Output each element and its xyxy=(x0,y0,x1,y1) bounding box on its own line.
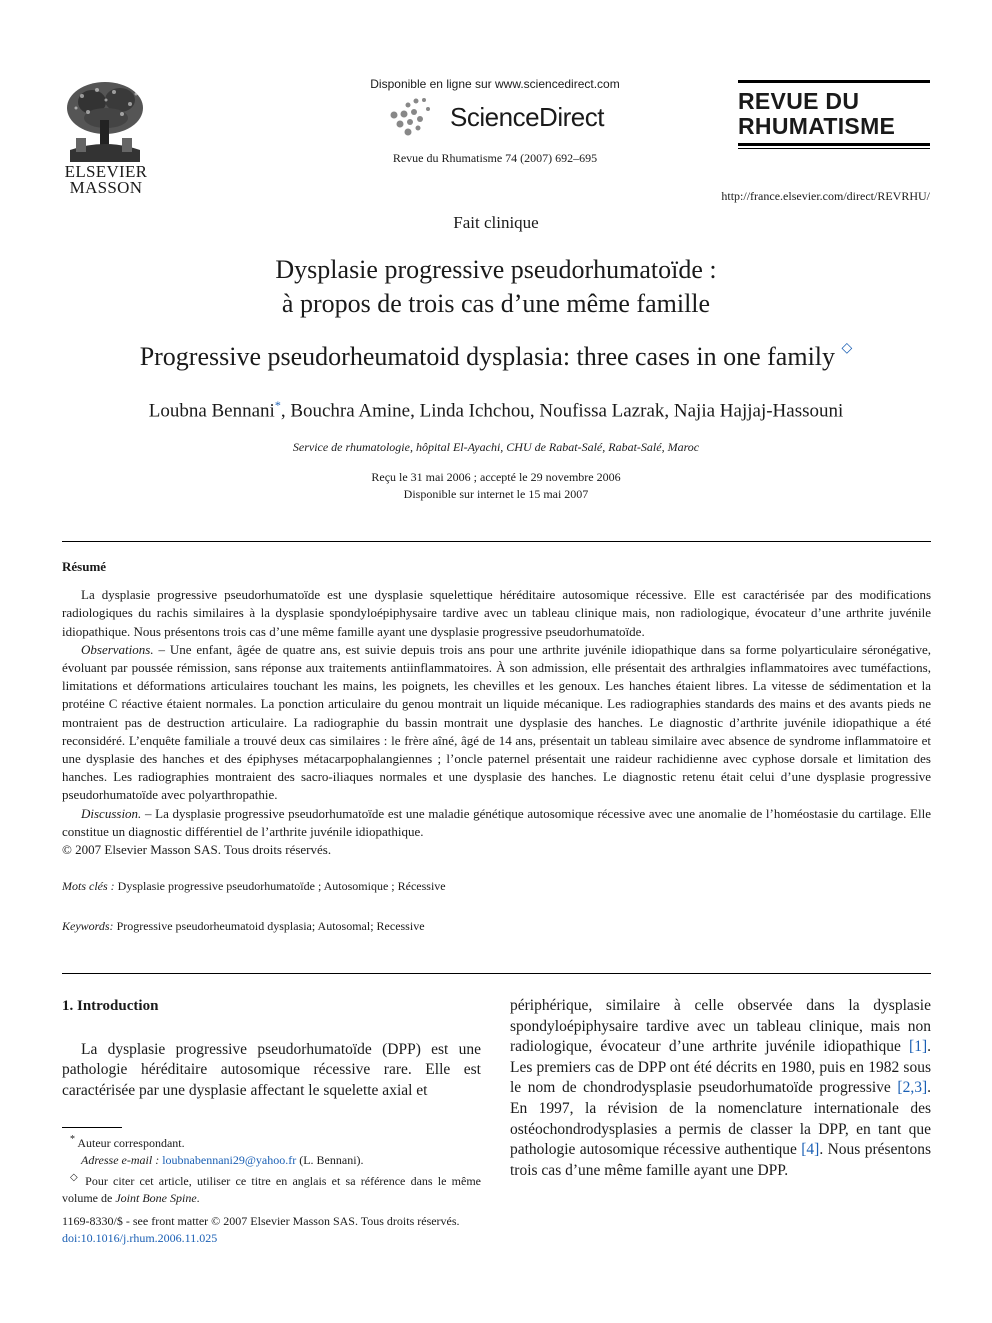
footnote-rule xyxy=(62,1127,122,1128)
email-label: Adresse e-mail : xyxy=(81,1153,160,1167)
abstract-observations xyxy=(62,641,931,805)
footnote-text: Auteur correspondant. xyxy=(75,1136,185,1150)
footnote-citation xyxy=(62,1169,481,1207)
reference-link[interactable]: [4] xyxy=(801,1141,820,1159)
corresponding-author-mark[interactable]: * xyxy=(274,398,281,412)
footnote-mark: * xyxy=(70,1134,75,1145)
footnote-corresponding xyxy=(62,1131,481,1152)
section-heading: 1. Introduction xyxy=(62,998,159,1014)
abstract xyxy=(62,558,931,936)
joint-bone-spine: Joint Bone Spine xyxy=(115,1191,197,1205)
elsevier-tree-icon xyxy=(62,78,148,162)
sciencedirect-name: ScienceDirect xyxy=(450,101,604,132)
title-english xyxy=(0,342,992,372)
issn-line: 1169-8330/$ - see front matter © 2007 Elsevier Masson SAS. Tous droits réservés. xyxy=(62,1214,460,1228)
author-others: , Bouchra Amine, Linda Ichchou, Noufissa Lazrak, Najia Hajjaj-Hassouni xyxy=(280,400,844,422)
title-french xyxy=(0,253,992,321)
logo-line-masson: MASSON xyxy=(69,178,143,197)
abstract-heading: Résumé xyxy=(62,559,107,574)
author-first: Loubna Bennani xyxy=(148,400,275,422)
discussion-text: – La dysplasie progressive pseudorhumatoïde est une maladie génétique autosomique récessive avec une anomalie de l’homéostasie du cartilage. Elle constitue un diagnostic différentiel de l’arthrite juvénile idiopathique. xyxy=(62,805,931,839)
copyright: © 2007 Elsevier Masson SAS. Tous droits réservés. xyxy=(62,842,332,858)
observations-label: Observations. xyxy=(81,641,154,657)
mots-cles xyxy=(62,877,931,895)
keywords-list: Progressive pseudorheumatoid dysplasia; Autosomal; Recessive xyxy=(113,919,425,934)
footnote-end: . xyxy=(196,1191,200,1205)
affiliation: Service de rhumatologie, hôpital El-Ayachi, CHU de Rabat-Salé, Rabat-Salé, Maroc xyxy=(292,440,700,454)
available-online-link[interactable]: Disponible en ligne sur www.sciencedirect.com xyxy=(370,77,620,91)
keywords xyxy=(62,917,931,935)
title-english-text: Progressive pseudorheumatoid dysplasia: three cases in one family xyxy=(139,342,836,371)
email-link[interactable]: loubnabennani29@yahoo.fr xyxy=(162,1153,297,1167)
abstract-discussion xyxy=(62,805,931,841)
sciencedirect-block xyxy=(330,77,660,166)
journal-title-line1: REVUE DU xyxy=(738,88,860,114)
text-segment: . Les premiers cas de DPP ont été décrits en 1980, puis en 1982 sous le nom de chondrodysplasie pseudorhumatoïde progressive xyxy=(510,1038,931,1097)
article-dates xyxy=(0,469,992,503)
divider-top xyxy=(62,541,931,542)
logo-line-elsevier: ELSEVIER xyxy=(64,162,148,181)
title-french-line2: à propos de trois cas d’une même famille xyxy=(281,289,711,318)
doi-link[interactable]: doi:10.1016/j.rhum.2006.11.025 xyxy=(62,1231,218,1245)
footnote-email xyxy=(62,1152,481,1169)
page-footer xyxy=(62,1213,562,1247)
body-right-column xyxy=(510,996,931,1181)
text-segment: périphérique, similaire à celle observée dans la dysplasie spondyloépiphysaire tardive avec un tableau clinique, mais non radiologique, évocateur d’une arthrite juvénile idiopathique xyxy=(510,997,931,1056)
available-date: Disponible sur internet le 15 mai 2007 xyxy=(403,487,589,501)
title-footnote-mark[interactable]: ◇ xyxy=(841,341,853,356)
reference-link[interactable]: [2,3] xyxy=(897,1079,928,1097)
author-list xyxy=(0,398,992,422)
keywords-label: Keywords: xyxy=(62,919,114,934)
intro-paragraph: La dysplasie progressive pseudorhumatoïde (DPP) est une pathologie héréditaire autosomique récessive rare. Elle est caractérisée par une dysplasie affectant le squelette axial et xyxy=(62,1040,481,1099)
body-left-column xyxy=(62,996,481,1101)
intro-continued xyxy=(510,996,931,1181)
journal-title-line2: RHUMATISME xyxy=(738,113,896,139)
footnote-mark: ◇ xyxy=(70,1172,80,1183)
footnote-text: Pour citer cet article, utiliser ce titre en anglais et sa référence dans le même volume de xyxy=(62,1174,481,1205)
reference-link[interactable]: [1] xyxy=(909,1038,928,1056)
journal-title-box xyxy=(738,80,930,149)
abstract-paragraph-1: La dysplasie progressive pseudorhumatoïde est une dysplasie squelettique héréditaire autosomique récessive. Elle est caractérisée par des modifications radiologiques du rachis similaires à la dysplasie spondyloépiphysaire tardive avec un tableau clinique mais, non radiologique, évocateur d’une arthrite juvénile idiopathique. Nous présentons trois cas d’une même famille ayant une dysplasie progressive pseudorhumatoïde. xyxy=(62,587,931,639)
text-segment: . Nous présentons trois cas d’une même famille ayant une DPP. xyxy=(510,1141,931,1179)
sciencedirect-dots-icon xyxy=(386,97,444,137)
discussion-label: Discussion. xyxy=(81,805,142,821)
text-segment: . En 1997, la révision de la nomenclature internationale des ostéochondrodysplasies a permis de classer la DPP, en tant que pathologie autosomique récessive authentique xyxy=(510,1079,931,1159)
email-suffix: (L. Bennani). xyxy=(296,1153,364,1167)
title-french-line1: Dysplasie progressive pseudorhumatoïde : xyxy=(275,255,717,284)
journal-url-link[interactable]: http://france.elsevier.com/direct/REVRHU/ xyxy=(721,189,930,203)
journal-citation: Revue du Rhumatisme 74 (2007) 692–695 xyxy=(392,151,598,165)
article-category: Fait clinique xyxy=(453,213,539,232)
footnotes xyxy=(62,1131,481,1207)
received-date: Reçu le 31 mai 2006 ; accepté le 29 novembre 2006 xyxy=(371,470,621,484)
mots-cles-label: Mots clés : xyxy=(62,879,115,894)
mots-cles-list: Dysplasie progressive pseudorhumatoïde ; Autosomique ; Récessive xyxy=(114,879,446,894)
divider-bottom xyxy=(62,973,931,974)
publisher-logo xyxy=(60,78,152,196)
observations-text: – Une enfant, âgée de quatre ans, est suivie depuis trois ans pour une arthrite juvénile idiopathique dans sa forme polyarticulaire séronégative, évoluant par poussée rémission, sans réponse aux traitements antiinflammatoires. À son admission, elle présentait des arthralgies inflammatoires avec tuméfactions, limitations et déformations articulaires touchant les mains, les poignets, les chevilles et les genoux. Les hanches étaient libres. La vitesse de sédimentation et la protéine C réactive étaient normales. La ponction articulaire du genou montrait un liquide mécanique. Les radiographies standards des mains et des avants pieds ne montraient pas de destruction articulaire. La radiographie du bassin montrait une dysplasie des hanches. Le diagnostic d’arthrite juvénile idiopathique a été reconsidéré. L’enquête familiale a trouvé deux cas similaires : le frère aîné, âgé de 14 ans, présentait un tableau similaire avec absence de syndrome inflammatoire et une dysplasie des hanches et des épiphyses métacarpophalangiennes ; l’oncle paternel présentait une raideur rachidienne avec cyphose dorsale et limitation des hanches. Les radiographies montraient des sacro-iliaques normales et une dysplasie des hanches. Le diagnostic retenu était celui d’une dysplasie progressive pseudorhumatoïde avec polyarthropathie. xyxy=(62,641,931,803)
